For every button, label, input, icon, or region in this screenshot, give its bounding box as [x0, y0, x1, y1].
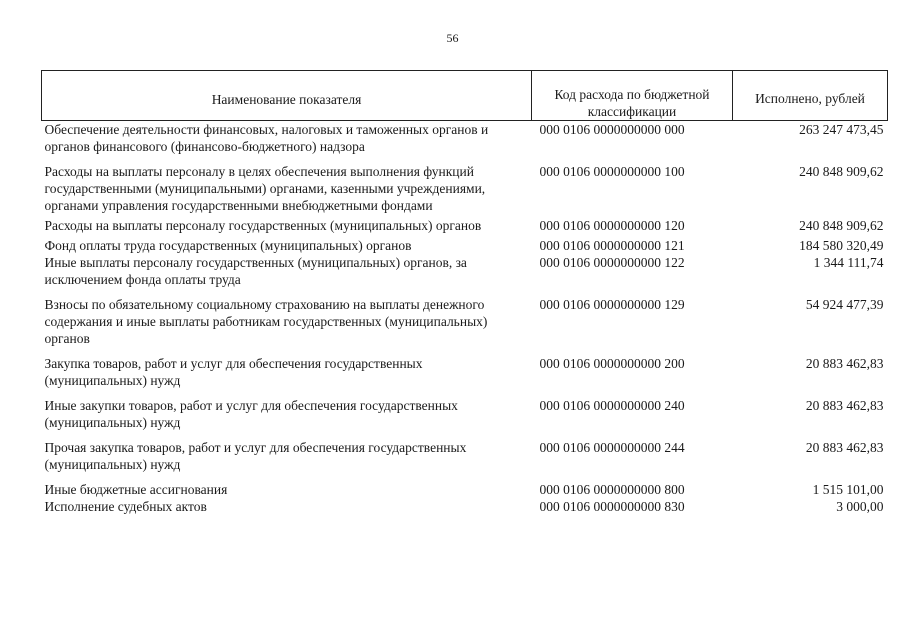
row-name: Закупка товаров, работ и услуг для обеспечения государственных (муниципальных) нужд — [44, 356, 423, 388]
row-amount: 3 000,00 — [836, 499, 884, 514]
table-row — [42, 431, 888, 473]
row-amount: 20 883 462,83 — [805, 398, 884, 413]
row-code: 000 0106 0000000000 830 — [539, 499, 685, 514]
row-code: 000 0106 0000000000 121 — [539, 238, 685, 253]
row-code: 000 0106 0000000000 100 — [539, 164, 685, 179]
header-indicator-name: Наименование показателя — [42, 71, 532, 121]
row-code: 000 0106 0000000000 200 — [539, 356, 685, 371]
row-name: Иные выплаты персоналу государственных (муниципальных) органов, за исключением фонда оплаты труда — [44, 255, 467, 287]
row-name: Взносы по обязательному социальному страхованию на выплаты денежного содержания и иные выплаты работникам государственных (муниципальных) органов — [44, 297, 488, 346]
row-name: Фонд оплаты труда государственных (муниципальных) органов — [44, 238, 412, 253]
row-amount: 184 580 320,49 — [799, 238, 884, 253]
row-name: Исполнение судебных актов — [44, 499, 207, 514]
page-number: 56 — [446, 31, 459, 45]
table-row — [42, 473, 888, 498]
table-row — [42, 288, 888, 347]
row-code: 000 0106 0000000000 800 — [539, 482, 685, 497]
row-code: 000 0106 0000000000 129 — [539, 297, 685, 312]
row-code: 000 0106 0000000000 240 — [539, 398, 685, 413]
row-amount: 240 848 909,62 — [799, 218, 884, 233]
row-amount: 1 515 101,00 — [812, 482, 884, 497]
table-row — [42, 347, 888, 389]
row-code: 000 0106 0000000000 000 — [539, 122, 685, 137]
header-expense-code: Код расхода по бюджетной классификации — [532, 71, 733, 121]
header-executed-amount: Исполнено, рублей — [733, 71, 888, 121]
row-amount: 263 247 473,45 — [799, 122, 884, 137]
table-row — [42, 254, 888, 288]
row-code: 000 0106 0000000000 122 — [539, 255, 685, 270]
row-name: Расходы на выплаты персоналу в целях обеспечения выполнения функций государственными (муниципальными) органами, казенными учреждениями, органами управления государственными внебюджетными фондами — [44, 164, 486, 213]
table-row — [42, 214, 888, 234]
table-row — [42, 121, 888, 156]
row-code: 000 0106 0000000000 120 — [539, 218, 685, 233]
row-amount: 240 848 909,62 — [799, 164, 884, 179]
table-row — [42, 234, 888, 254]
budget-execution-table — [41, 70, 888, 515]
row-name: Прочая закупка товаров, работ и услуг для обеспечения государственных (муниципальных) нужд — [44, 440, 467, 472]
table-row — [42, 498, 888, 515]
row-name: Иные бюджетные ассигнования — [44, 482, 228, 497]
row-code: 000 0106 0000000000 244 — [539, 440, 685, 455]
row-amount: 20 883 462,83 — [805, 440, 884, 455]
row-name: Расходы на выплаты персоналу государственных (муниципальных) органов — [44, 218, 482, 233]
row-amount: 1 344 111,74 — [813, 255, 884, 270]
row-amount: 54 924 477,39 — [805, 297, 884, 312]
row-amount: 20 883 462,83 — [805, 356, 884, 371]
row-name: Иные закупки товаров, работ и услуг для обеспечения государственных (муниципальных) нужд — [44, 398, 458, 430]
table-header-row — [42, 71, 888, 121]
table-row — [42, 389, 888, 431]
table-row — [42, 155, 888, 214]
row-name: Обеспечение деятельности финансовых, налоговых и таможенных органов и органов финансового (финансово-бюджетного) надзора — [44, 122, 489, 154]
